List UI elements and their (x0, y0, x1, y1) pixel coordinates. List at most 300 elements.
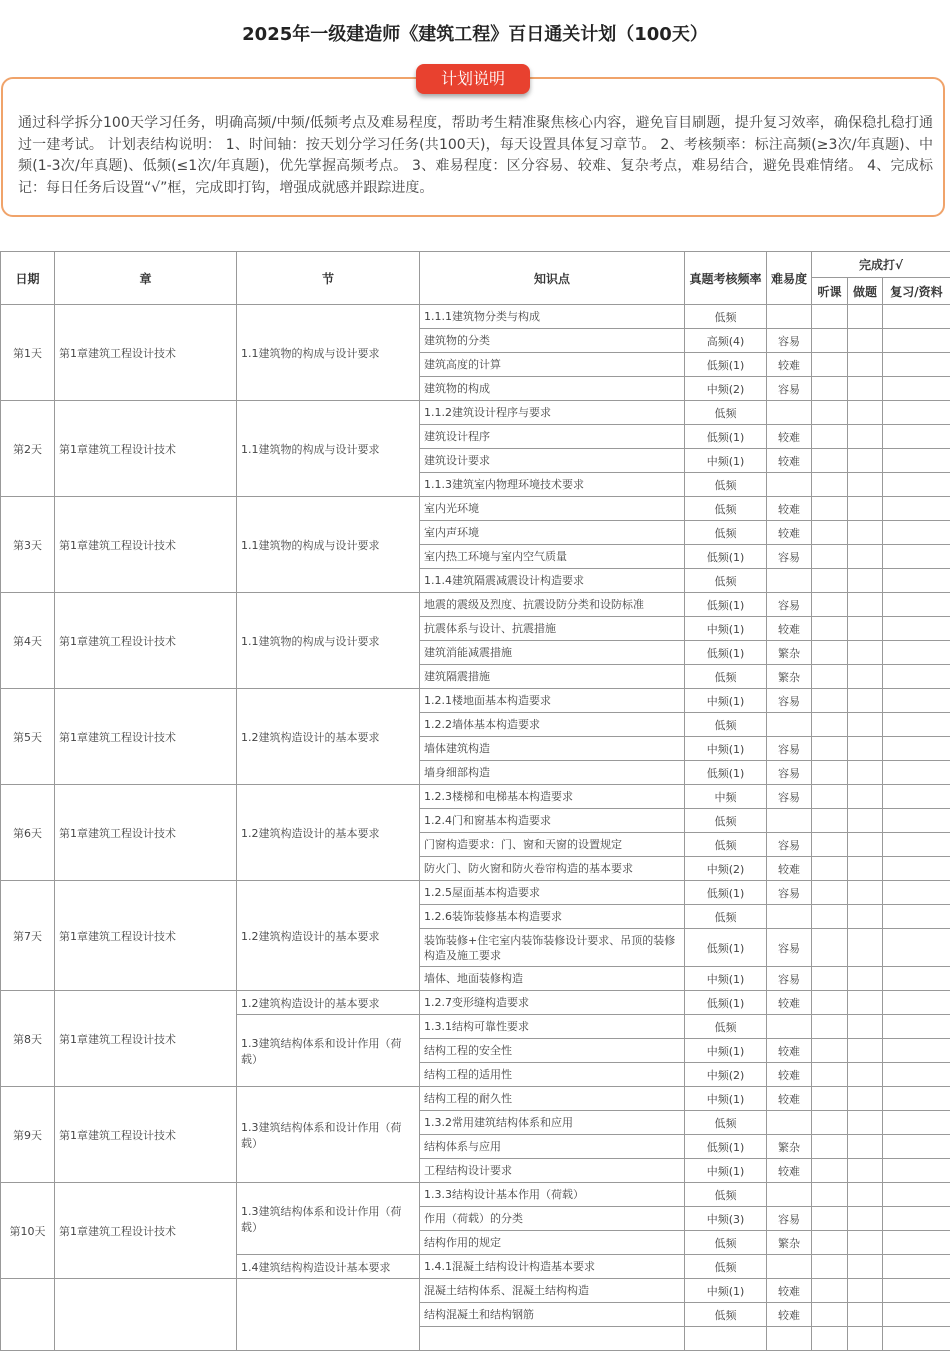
header-lecture: 听课 (812, 278, 848, 305)
lecture-check-cell[interactable] (812, 1159, 848, 1183)
frequency-cell: 低频 (685, 1255, 767, 1279)
knowledge-point-cell: 1.2.7变形缝构造要求 (420, 991, 685, 1015)
practice-check-cell[interactable] (848, 737, 883, 761)
difficulty-cell: 容易 (767, 377, 812, 401)
frequency-cell: 中频(1) (685, 1279, 767, 1303)
lecture-check-cell[interactable] (812, 929, 848, 967)
section-cell (237, 1279, 420, 1351)
practice-check-cell[interactable] (848, 521, 883, 545)
practice-check-cell[interactable] (848, 449, 883, 473)
frequency-cell: 低频 (685, 473, 767, 497)
lecture-check-cell[interactable] (812, 1255, 848, 1279)
review-check-cell[interactable] (883, 1255, 950, 1279)
section-cell: 1.3建筑结构体系和设计作用（荷载） (237, 1183, 420, 1255)
practice-check-cell[interactable] (848, 713, 883, 737)
day-cell: 第5天 (1, 689, 55, 785)
difficulty-cell (767, 305, 812, 329)
difficulty-cell (767, 905, 812, 929)
section-cell: 1.2建筑构造设计的基本要求 (237, 991, 420, 1015)
knowledge-point-cell: 1.4.1混凝土结构设计构造基本要求 (420, 1255, 685, 1279)
frequency-cell: 中频(1) (685, 449, 767, 473)
review-check-cell[interactable] (883, 1111, 950, 1135)
difficulty-cell (767, 1255, 812, 1279)
knowledge-point-cell: 工程结构设计要求 (420, 1159, 685, 1183)
lecture-check-cell[interactable] (812, 1279, 848, 1303)
difficulty-cell (767, 473, 812, 497)
section-cell: 1.2建筑构造设计的基本要求 (237, 881, 420, 991)
frequency-cell: 低频 (685, 1015, 767, 1039)
review-check-cell[interactable] (883, 425, 950, 449)
lecture-check-cell[interactable] (812, 857, 848, 881)
practice-check-cell[interactable] (848, 329, 883, 353)
difficulty-cell: 较难 (767, 1087, 812, 1111)
table-row (1, 785, 950, 809)
frequency-cell: 中频(2) (685, 1063, 767, 1087)
review-check-cell[interactable] (883, 377, 950, 401)
lecture-check-cell[interactable] (812, 593, 848, 617)
review-check-cell[interactable] (883, 905, 950, 929)
table-row (1, 881, 950, 905)
day-cell: 第10天 (1, 1183, 55, 1279)
knowledge-point-cell: 结构体系与应用 (420, 1135, 685, 1159)
practice-check-cell[interactable] (848, 305, 883, 329)
difficulty-cell: 容易 (767, 785, 812, 809)
plan-table-body (1, 305, 950, 1351)
practice-check-cell[interactable] (848, 905, 883, 929)
lecture-check-cell[interactable] (812, 881, 848, 905)
practice-check-cell[interactable] (848, 353, 883, 377)
review-check-cell[interactable] (883, 641, 950, 665)
frequency-cell: 中频(1) (685, 1087, 767, 1111)
header-frequency: 真题考核频率 (685, 252, 767, 305)
frequency-cell: 低频 (685, 833, 767, 857)
difficulty-cell: 较难 (767, 1039, 812, 1063)
practice-check-cell[interactable] (848, 1231, 883, 1255)
review-check-cell[interactable] (883, 1303, 950, 1327)
lecture-check-cell[interactable] (812, 737, 848, 761)
lecture-check-cell[interactable] (812, 425, 848, 449)
knowledge-point-cell: 建筑隔震措施 (420, 665, 685, 689)
frequency-cell: 低频(1) (685, 425, 767, 449)
knowledge-point-cell: 作用（荷载）的分类 (420, 1207, 685, 1231)
header-review: 复习/资料 (883, 278, 950, 305)
difficulty-cell: 容易 (767, 545, 812, 569)
lecture-check-cell[interactable] (812, 1303, 848, 1327)
knowledge-point-cell: 1.1.1建筑物分类与构成 (420, 305, 685, 329)
knowledge-point-cell: 1.1.4建筑隔震减震设计构造要求 (420, 569, 685, 593)
knowledge-point-cell: 结构作用的规定 (420, 1231, 685, 1255)
section-cell: 1.1建筑物的构成与设计要求 (237, 497, 420, 593)
section-cell: 1.3建筑结构体系和设计作用（荷载） (237, 1087, 420, 1183)
day-cell (1, 1279, 55, 1351)
frequency-cell: 低频 (685, 401, 767, 425)
lecture-check-cell[interactable] (812, 377, 848, 401)
frequency-cell: 低频(1) (685, 593, 767, 617)
difficulty-cell: 容易 (767, 881, 812, 905)
frequency-cell: 中频(1) (685, 1039, 767, 1063)
review-check-cell[interactable] (883, 401, 950, 425)
review-check-cell[interactable] (883, 967, 950, 991)
frequency-cell: 中频(1) (685, 737, 767, 761)
practice-check-cell[interactable] (848, 1303, 883, 1327)
plan-description-text: 通过科学拆分100天学习任务，明确高频/中频/低频考点及难易程度，帮助考生精准聚焦核心内容，避免盲目刷题，提升复习效率，确保稳扎稳打通过一建考试。 计划表结构说明： 1、时间轴：按天划分学习任务(共100天)，每天设置具体复习章节。 2、考核频率：标注高频(≥3次/年真题)、中频(1-3次/年真题)、低频(≤1次/年真题)，优先掌握高频考点。 3、难易程度：区分容易、较难、复杂考点，难易结合，避免畏难情绪。 4、完成标记：每日任务后设置“√”框，完成即打钩，增强成就感并跟踪进度。 (18, 113, 933, 199)
practice-check-cell[interactable] (848, 377, 883, 401)
difficulty-cell: 繁杂 (767, 641, 812, 665)
study-plan-table (0, 251, 950, 1351)
knowledge-point-cell: 1.3.3结构设计基本作用（荷载） (420, 1183, 685, 1207)
review-check-cell[interactable] (883, 569, 950, 593)
knowledge-point-cell: 1.2.3楼梯和电梯基本构造要求 (420, 785, 685, 809)
review-check-cell[interactable] (883, 353, 950, 377)
review-check-cell[interactable] (883, 545, 950, 569)
lecture-check-cell[interactable] (812, 1207, 848, 1231)
difficulty-cell: 较难 (767, 1279, 812, 1303)
review-check-cell[interactable] (883, 665, 950, 689)
practice-check-cell[interactable] (848, 545, 883, 569)
lecture-check-cell[interactable] (812, 641, 848, 665)
knowledge-point-cell: 结构工程的安全性 (420, 1039, 685, 1063)
review-check-cell[interactable] (883, 593, 950, 617)
review-check-cell[interactable] (883, 521, 950, 545)
practice-check-cell[interactable] (848, 1207, 883, 1231)
frequency-cell: 低频 (685, 569, 767, 593)
difficulty-cell (767, 1327, 812, 1351)
difficulty-cell: 较难 (767, 449, 812, 473)
review-check-cell[interactable] (883, 1135, 950, 1159)
difficulty-cell (767, 809, 812, 833)
lecture-check-cell[interactable] (812, 761, 848, 785)
lecture-check-cell[interactable] (812, 967, 848, 991)
difficulty-cell: 较难 (767, 617, 812, 641)
frequency-cell: 中频 (685, 785, 767, 809)
practice-check-cell[interactable] (848, 857, 883, 881)
frequency-cell: 低频(1) (685, 641, 767, 665)
lecture-check-cell[interactable] (812, 991, 848, 1015)
review-check-cell[interactable] (883, 809, 950, 833)
review-check-cell[interactable] (883, 305, 950, 329)
knowledge-point-cell: 墙体、地面装修构造 (420, 967, 685, 991)
frequency-cell: 低频(1) (685, 353, 767, 377)
difficulty-cell: 容易 (767, 737, 812, 761)
table-row (1, 305, 950, 329)
difficulty-cell: 较难 (767, 1159, 812, 1183)
difficulty-cell: 容易 (767, 929, 812, 967)
lecture-check-cell[interactable] (812, 1087, 848, 1111)
lecture-check-cell[interactable] (812, 353, 848, 377)
lecture-check-cell[interactable] (812, 713, 848, 737)
chapter-cell: 第1章建筑工程设计技术 (55, 991, 237, 1087)
difficulty-cell: 容易 (767, 593, 812, 617)
practice-check-cell[interactable] (848, 689, 883, 713)
practice-check-cell[interactable] (848, 991, 883, 1015)
lecture-check-cell[interactable] (812, 1183, 848, 1207)
section-cell: 1.4建筑结构构造设计基本要求 (237, 1255, 420, 1279)
difficulty-cell: 容易 (767, 329, 812, 353)
difficulty-cell (767, 569, 812, 593)
practice-check-cell[interactable] (848, 1279, 883, 1303)
frequency-cell: 低频 (685, 305, 767, 329)
review-check-cell[interactable] (883, 1159, 950, 1183)
knowledge-point-cell: 室内声环境 (420, 521, 685, 545)
difficulty-cell (767, 1111, 812, 1135)
knowledge-point-cell: 结构混凝土和结构钢筋 (420, 1303, 685, 1327)
practice-check-cell[interactable] (848, 1063, 883, 1087)
review-check-cell[interactable] (883, 617, 950, 641)
frequency-cell: 低频 (685, 809, 767, 833)
lecture-check-cell[interactable] (812, 809, 848, 833)
frequency-cell: 低频(1) (685, 545, 767, 569)
review-check-cell[interactable] (883, 737, 950, 761)
difficulty-cell (767, 401, 812, 425)
review-check-cell[interactable] (883, 713, 950, 737)
frequency-cell: 低频(1) (685, 991, 767, 1015)
lecture-check-cell[interactable] (812, 305, 848, 329)
practice-check-cell[interactable] (848, 929, 883, 967)
knowledge-point-cell: 建筑物的分类 (420, 329, 685, 353)
lecture-check-cell[interactable] (812, 401, 848, 425)
review-check-cell[interactable] (883, 1207, 950, 1231)
lecture-check-cell[interactable] (812, 1039, 848, 1063)
lecture-check-cell[interactable] (812, 689, 848, 713)
knowledge-point-cell: 门窗构造要求：门、窗和天窗的设置规定 (420, 833, 685, 857)
header-date: 日期 (1, 252, 55, 305)
frequency-cell: 低频(1) (685, 929, 767, 967)
section-cell: 1.2建筑构造设计的基本要求 (237, 785, 420, 881)
practice-check-cell[interactable] (848, 1255, 883, 1279)
review-check-cell[interactable] (883, 1039, 950, 1063)
knowledge-point-cell: 1.2.4门和窗基本构造要求 (420, 809, 685, 833)
chapter-cell: 第1章建筑工程设计技术 (55, 785, 237, 881)
practice-check-cell[interactable] (848, 593, 883, 617)
knowledge-point-cell: 建筑消能减震措施 (420, 641, 685, 665)
difficulty-cell: 较难 (767, 857, 812, 881)
practice-check-cell[interactable] (848, 1327, 883, 1351)
section-cell: 1.3建筑结构体系和设计作用（荷载） (237, 1015, 420, 1087)
frequency-cell: 低频 (685, 497, 767, 521)
header-practice: 做题 (848, 278, 883, 305)
practice-check-cell[interactable] (848, 881, 883, 905)
knowledge-point-cell: 1.3.1结构可靠性要求 (420, 1015, 685, 1039)
difficulty-cell: 较难 (767, 1303, 812, 1327)
knowledge-point-cell: 墙身细部构造 (420, 761, 685, 785)
frequency-cell: 高频(4) (685, 329, 767, 353)
plan-description-badge: 计划说明 (416, 64, 530, 94)
review-check-cell[interactable] (883, 1327, 950, 1351)
difficulty-cell: 较难 (767, 1063, 812, 1087)
review-check-cell[interactable] (883, 329, 950, 353)
difficulty-cell (767, 713, 812, 737)
knowledge-point-cell: 装饰装修+住宅室内装饰装修设计要求、吊顶的装修构造及施工要求 (420, 929, 685, 967)
table-row (1, 497, 950, 521)
knowledge-point-cell: 抗震体系与设计、抗震措施 (420, 617, 685, 641)
table-row (1, 1279, 950, 1303)
knowledge-point-cell: 1.1.2建筑设计程序与要求 (420, 401, 685, 425)
review-check-cell[interactable] (883, 881, 950, 905)
table-row (1, 991, 950, 1015)
table-row (1, 401, 950, 425)
lecture-check-cell[interactable] (812, 545, 848, 569)
knowledge-point-cell: 1.2.6装饰装修基本构造要求 (420, 905, 685, 929)
practice-check-cell[interactable] (848, 425, 883, 449)
frequency-cell: 低频 (685, 905, 767, 929)
frequency-cell: 低频 (685, 665, 767, 689)
knowledge-point-cell: 建筑设计程序 (420, 425, 685, 449)
difficulty-cell: 容易 (767, 689, 812, 713)
table-row (1, 1183, 950, 1207)
review-check-cell[interactable] (883, 785, 950, 809)
frequency-cell: 低频 (685, 1111, 767, 1135)
lecture-check-cell[interactable] (812, 665, 848, 689)
knowledge-point-cell: 1.2.2墙体基本构造要求 (420, 713, 685, 737)
practice-check-cell[interactable] (848, 1015, 883, 1039)
lecture-check-cell[interactable] (812, 1327, 848, 1351)
frequency-cell: 中频(1) (685, 1159, 767, 1183)
knowledge-point-cell: 建筑设计要求 (420, 449, 685, 473)
review-check-cell[interactable] (883, 857, 950, 881)
knowledge-point-cell: 1.2.5屋面基本构造要求 (420, 881, 685, 905)
lecture-check-cell[interactable] (812, 473, 848, 497)
knowledge-point-cell: 防火门、防火窗和防火卷帘构造的基本要求 (420, 857, 685, 881)
difficulty-cell: 容易 (767, 1207, 812, 1231)
header-difficulty: 难易度 (767, 252, 812, 305)
practice-check-cell[interactable] (848, 1111, 883, 1135)
day-cell: 第4天 (1, 593, 55, 689)
practice-check-cell[interactable] (848, 617, 883, 641)
practice-check-cell[interactable] (848, 761, 883, 785)
lecture-check-cell[interactable] (812, 1135, 848, 1159)
difficulty-cell: 较难 (767, 425, 812, 449)
practice-check-cell[interactable] (848, 967, 883, 991)
knowledge-point-cell: 1.3.2常用建筑结构体系和应用 (420, 1111, 685, 1135)
knowledge-point-cell: 1.2.1楼地面基本构造要求 (420, 689, 685, 713)
practice-check-cell[interactable] (848, 1135, 883, 1159)
chapter-cell: 第1章建筑工程设计技术 (55, 401, 237, 497)
review-check-cell[interactable] (883, 473, 950, 497)
review-check-cell[interactable] (883, 1231, 950, 1255)
knowledge-point-cell: 建筑物的构成 (420, 377, 685, 401)
section-cell: 1.1建筑物的构成与设计要求 (237, 593, 420, 689)
practice-check-cell[interactable] (848, 1159, 883, 1183)
review-check-cell[interactable] (883, 991, 950, 1015)
lecture-check-cell[interactable] (812, 833, 848, 857)
knowledge-point-cell: 结构工程的适用性 (420, 1063, 685, 1087)
lecture-check-cell[interactable] (812, 1015, 848, 1039)
difficulty-cell (767, 1183, 812, 1207)
lecture-check-cell[interactable] (812, 1111, 848, 1135)
table-row (1, 689, 950, 713)
section-cell: 1.1建筑物的构成与设计要求 (237, 305, 420, 401)
lecture-check-cell[interactable] (812, 1063, 848, 1087)
chapter-cell (55, 1279, 237, 1351)
practice-check-cell[interactable] (848, 473, 883, 497)
knowledge-point-cell: 室内光环境 (420, 497, 685, 521)
day-cell: 第1天 (1, 305, 55, 401)
review-check-cell[interactable] (883, 1183, 950, 1207)
practice-check-cell[interactable] (848, 497, 883, 521)
practice-check-cell[interactable] (848, 401, 883, 425)
chapter-cell: 第1章建筑工程设计技术 (55, 1183, 237, 1279)
lecture-check-cell[interactable] (812, 569, 848, 593)
difficulty-cell: 容易 (767, 761, 812, 785)
practice-check-cell[interactable] (848, 1087, 883, 1111)
difficulty-cell: 较难 (767, 353, 812, 377)
chapter-cell: 第1章建筑工程设计技术 (55, 689, 237, 785)
frequency-cell: 低频 (685, 1183, 767, 1207)
difficulty-cell: 繁杂 (767, 1231, 812, 1255)
chapter-cell: 第1章建筑工程设计技术 (55, 881, 237, 991)
review-check-cell[interactable] (883, 1087, 950, 1111)
practice-check-cell[interactable] (848, 833, 883, 857)
chapter-cell: 第1章建筑工程设计技术 (55, 305, 237, 401)
review-check-cell[interactable] (883, 689, 950, 713)
frequency-cell: 中频(2) (685, 377, 767, 401)
day-cell: 第3天 (1, 497, 55, 593)
knowledge-point-cell: 混凝土结构体系、混凝土结构构造 (420, 1279, 685, 1303)
practice-check-cell[interactable] (848, 641, 883, 665)
practice-check-cell[interactable] (848, 785, 883, 809)
review-check-cell[interactable] (883, 1015, 950, 1039)
header-done: 完成打√ (812, 252, 950, 278)
header-chapter: 章 (55, 252, 237, 305)
review-check-cell[interactable] (883, 1063, 950, 1087)
knowledge-point-cell: 建筑高度的计算 (420, 353, 685, 377)
frequency-cell: 低频(1) (685, 881, 767, 905)
lecture-check-cell[interactable] (812, 329, 848, 353)
difficulty-cell: 较难 (767, 521, 812, 545)
practice-check-cell[interactable] (848, 665, 883, 689)
difficulty-cell: 较难 (767, 991, 812, 1015)
difficulty-cell: 容易 (767, 833, 812, 857)
day-cell: 第6天 (1, 785, 55, 881)
lecture-check-cell[interactable] (812, 905, 848, 929)
lecture-check-cell[interactable] (812, 521, 848, 545)
table-row (1, 593, 950, 617)
review-check-cell[interactable] (883, 929, 950, 967)
practice-check-cell[interactable] (848, 1039, 883, 1063)
lecture-check-cell[interactable] (812, 449, 848, 473)
knowledge-point-cell: 室内热工环境与室内空气质量 (420, 545, 685, 569)
header-knowledge: 知识点 (420, 252, 685, 305)
review-check-cell[interactable] (883, 1279, 950, 1303)
review-check-cell[interactable] (883, 497, 950, 521)
review-check-cell[interactable] (883, 449, 950, 473)
frequency-cell: 低频(1) (685, 761, 767, 785)
frequency-cell: 低频 (685, 521, 767, 545)
chapter-cell: 第1章建筑工程设计技术 (55, 593, 237, 689)
practice-check-cell[interactable] (848, 809, 883, 833)
difficulty-cell: 繁杂 (767, 1135, 812, 1159)
lecture-check-cell[interactable] (812, 497, 848, 521)
review-check-cell[interactable] (883, 761, 950, 785)
lecture-check-cell[interactable] (812, 617, 848, 641)
section-cell: 1.1建筑物的构成与设计要求 (237, 401, 420, 497)
day-cell: 第9天 (1, 1087, 55, 1183)
frequency-cell: 低频(1) (685, 1135, 767, 1159)
knowledge-point-cell: 地震的震级及烈度、抗震设防分类和设防标准 (420, 593, 685, 617)
header-section: 节 (237, 252, 420, 305)
difficulty-cell: 容易 (767, 967, 812, 991)
frequency-cell: 中频(3) (685, 1207, 767, 1231)
lecture-check-cell[interactable] (812, 785, 848, 809)
lecture-check-cell[interactable] (812, 1231, 848, 1255)
practice-check-cell[interactable] (848, 1183, 883, 1207)
practice-check-cell[interactable] (848, 569, 883, 593)
frequency-cell: 低频 (685, 1231, 767, 1255)
table-row (1, 1087, 950, 1111)
frequency-cell: 中频(1) (685, 689, 767, 713)
review-check-cell[interactable] (883, 833, 950, 857)
section-cell: 1.2建筑构造设计的基本要求 (237, 689, 420, 785)
